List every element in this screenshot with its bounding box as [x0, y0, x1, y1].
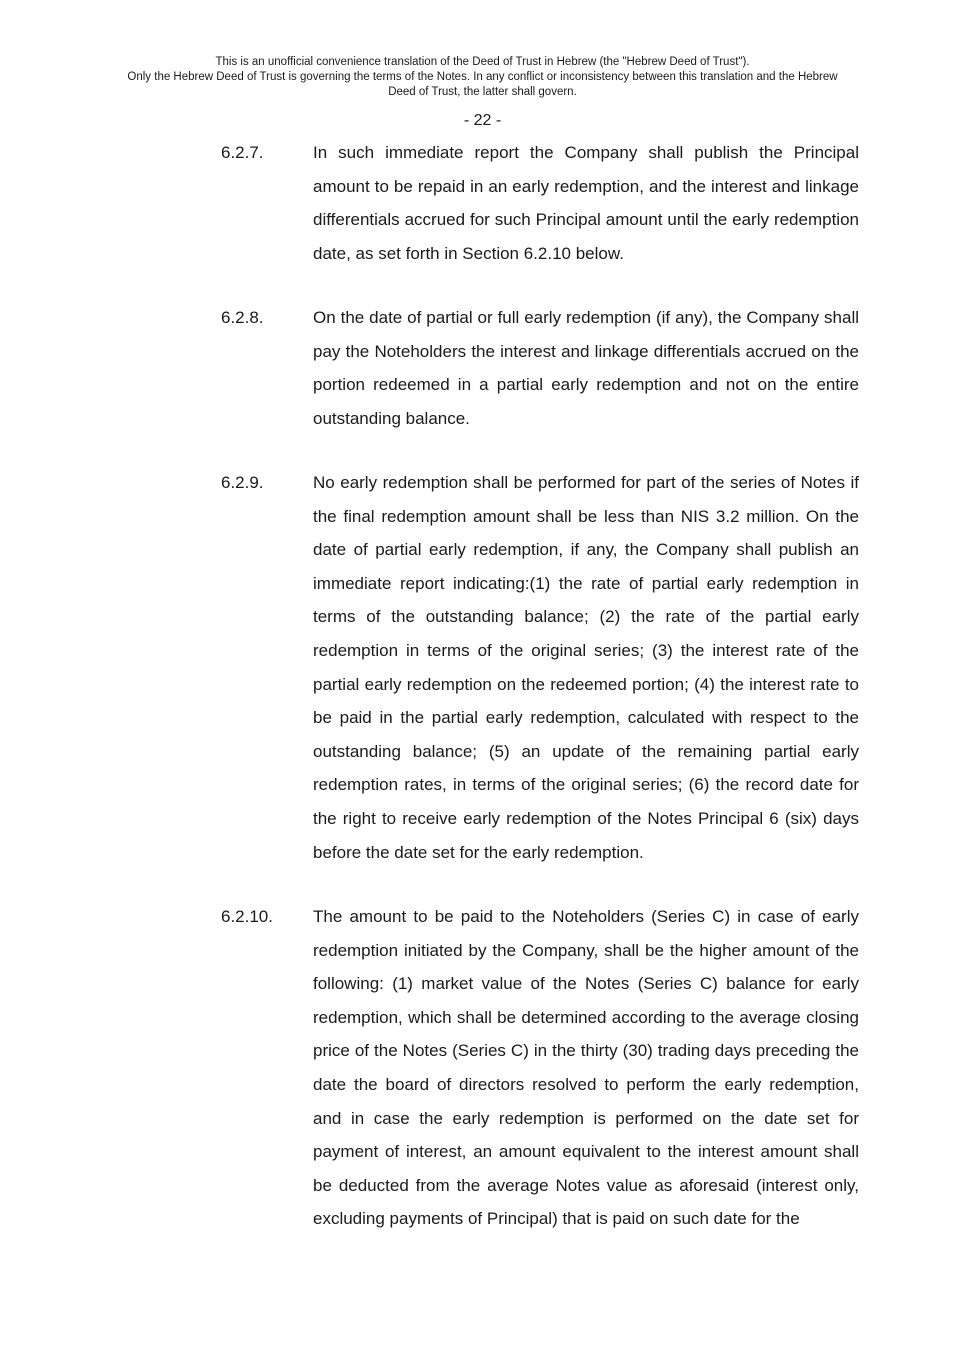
disclaimer-line-1: This is an unofficial convenience translation of the Deed of Trust in Hebrew (the "Hebrew Deed of Trust"). — [215, 56, 750, 68]
section-number: 6.2.10. — [221, 907, 273, 926]
section-text: On the date of partial or full early redemption (if any), the Company shall pay the Noteholders the interest and linkage differentials accrued on the portion redeemed in a partial early redemption and not on the entire outstanding balance. — [313, 308, 859, 428]
section-number: 6.2.9. — [221, 473, 264, 492]
section-number: 6.2.8. — [221, 308, 264, 327]
disclaimer-line-2: Only the Hebrew Deed of Trust is governing the terms of the Notes. In any conflict or inconsistency between this translation and the Hebrew — [127, 71, 838, 83]
disclaimer-line-3: Deed of Trust, the latter shall govern. — [388, 86, 577, 98]
section-text: In such immediate report the Company shall publish the Principal amount to be repaid in an early redemption, and the interest and linkage differentials accrued for such Principal amount until the early redemption date, as set forth in Section 6.2.10 below. — [313, 143, 859, 263]
section-text: No early redemption shall be performed for part of the series of Notes if the final redemption amount shall be less than NIS 3.2 million. On the date of partial early redemption, if any, the Company shall publish an immediate report indicating:(1) the rate of partial early redemption in terms of the outstanding balance; (2) the rate of the partial early redemption in terms of the original series; (3) the interest rate of the partial early redemption on the redeemed portion; (4) the interest rate to be paid in the partial early redemption, calculated with respect to the outstanding balance; (5) an update of the remaining partial early redemption rates, in terms of the original series; (6) the record date for the right to receive early redemption of the Notes Principal 6 (six) days before the date set for the early redemption. — [313, 473, 859, 862]
section-text: The amount to be paid to the Noteholders (Series C) in case of early redemption initiated by the Company, shall be the higher amount of the following: (1) market value of the Notes (Series C) balance for early redemption, which shall be determined according to the average closing price of the Notes (Series C) in the thirty (30) trading days preceding the date the board of directors resolved to perform the early redemption, and in case the early redemption is performed on the date set for payment of interest, an amount equivalent to the interest amount shall be deducted from the average Notes value as aforesaid (interest only, excluding payments of Principal) that is paid on such date for the — [313, 907, 859, 1229]
page-number: - 22 - — [463, 112, 502, 129]
translation-disclaimer — [100, 55, 865, 100]
section-number: 6.2.7. — [221, 143, 264, 162]
